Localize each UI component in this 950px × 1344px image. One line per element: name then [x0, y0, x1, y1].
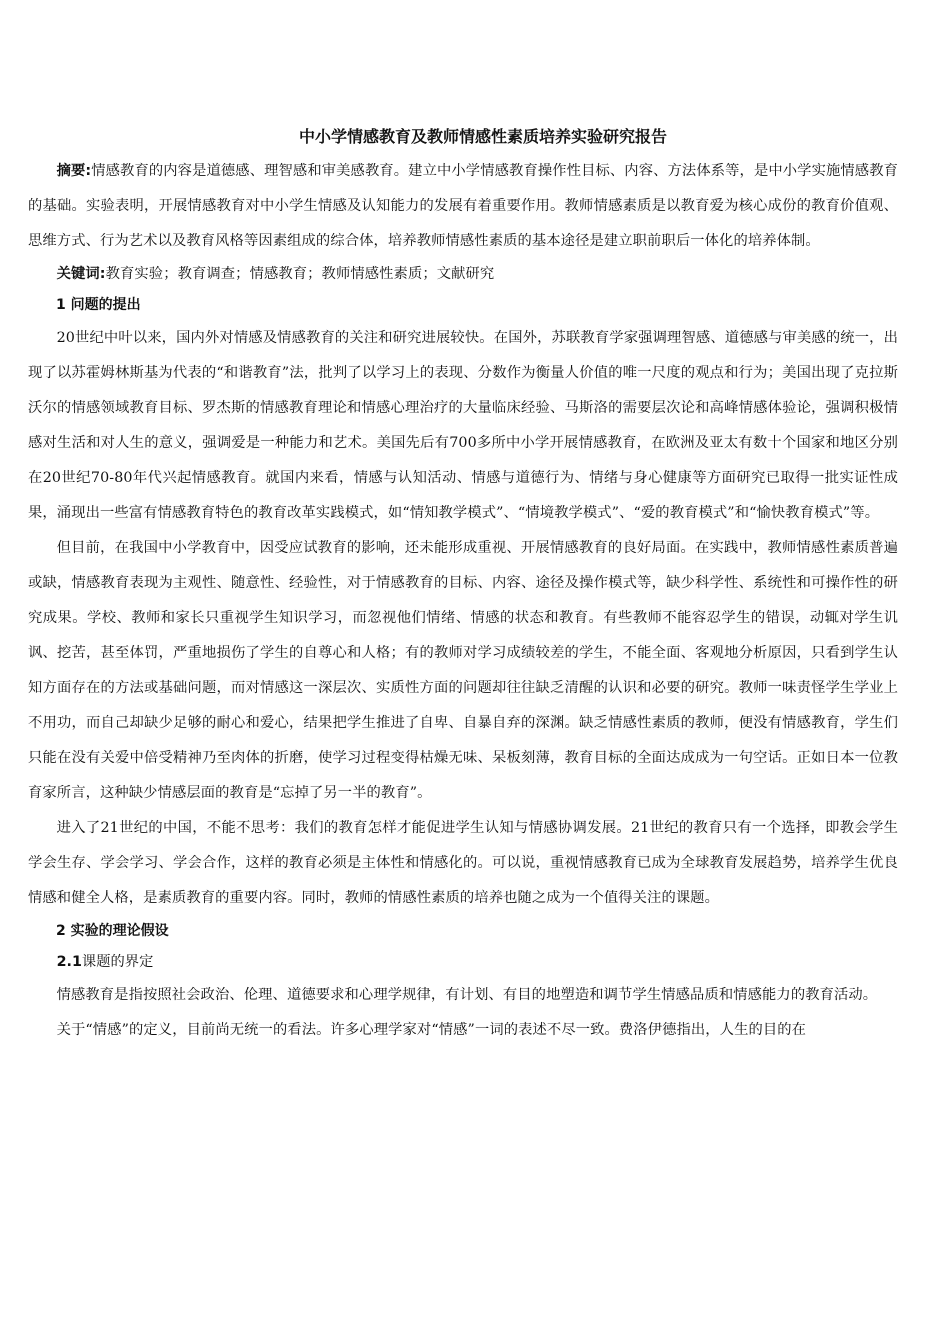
section-2-heading: 2 实验的理论假设	[56, 923, 169, 939]
subsection-2-1-heading	[28, 947, 898, 978]
abstract-text: 情感教育的内容是道德感、理智感和审美感教育。建立中小学情感教育操作性目标、内容、方法体系等，是中小学实施情感教育的基础。实验表明，开展情感教育对中小学生情感及认知能力的发展有着重要作用。教师情感素质是以教育爱为核心成份的教育价值观、思维方式、行为艺术以及教育风格等因素组成的综合体，培养教师情感性素质的基本途径是建立职前职后一体化的培养体制。	[28, 163, 898, 249]
subsection-2-1-title: 课题的界定	[81, 954, 154, 970]
subsection-2-1-number: 2.1	[56, 954, 82, 970]
section-1-heading: 1 问题的提出	[56, 297, 141, 313]
section-1-paragraph-2: 但目前，在我国中小学教育中，因受应试教育的影响，还未能形成重视、开展情感教育的良好局面。在实践中，教师情感性素质普遍或缺，情感教育表现为主观性、随意性、经验性，对于情感教育的目标、内容、途径及操作模式等，缺少科学性、系统性和可操作性的研究成果。学校、教师和家长只重视学生知识学习，而忽视他们情绪、情感的状态和教育。有些教师不能容忍学生的错误，动辄对学生讥讽、挖苦，甚至体罚，严重地损伤了学生的自尊心和人格；有的教师对学习成绩较差的学生，不能全面、客观地分析原因，只看到学生认知方面存在的方法或基础问题，而对情感这一深层次、实质性方面的问题却往往缺乏清醒的认识和必要的研究。教师一味责怪学生学业上不用功，而自己却缺少足够的耐心和爱心，结果把学生推进了自卑、自暴自弃的深渊。缺乏情感性素质的教师，便没有情感教育，学生们只能在没有关爱中倍受精神乃至肉体的折磨，使学习过程变得枯燥无味、呆板刻薄，教育目标的全面达成成为一句空话。正如日本一位教育家所言，这种缺少情感层面的教育是“忘掉了另一半的教育”。	[28, 540, 898, 801]
keywords-label: 关键词:	[56, 266, 106, 282]
abstract-label: 摘要:	[56, 163, 92, 179]
document-title: 中小学情感教育及教师情感性素质培养实验研究报告	[298, 127, 667, 146]
keywords-text: 教育实验；教育调查；情感教育；教师情感性素质；文献研究	[105, 266, 495, 282]
section-2-paragraph-1: 情感教育是指按照社会政治、伦理、道德要求和心理学规律，有计划、有目的地塑造和调节学生情感品质和情感能力的教育活动。	[56, 987, 878, 1003]
section-1-paragraph-1: 20世纪中叶以来，国内外对情感及情感教育的关注和研究进展较快。在国外，苏联教育学家强调理智感、道德感与审美感的统一，出现了以苏霍姆林斯基为代表的“和谐教育”法，批判了以学习上的表现、分数作为衡量人价值的唯一尺度的观点和行为；美国出现了克拉斯沃尔的情感领域教育目标、罗杰斯的情感教育理论和情感心理治疗的大量临床经验、马斯洛的需要层次论和高峰情感体验论，强调积极情感对生活和对人生的意义，强调爱是一种能力和艺术。美国先后有700多所中小学开展情感教育，在欧洲及亚太有数十个国家和地区分别在20世纪70-80年代兴起情感教育。就国内来看，情感与认知活动、情感与道德行为、情绪与身心健康等方面研究已取得一批实证性成果，涌现出一些富有情感教育特色的教育改革实践模式，如“情知教学模式”、“情境教学模式”、“爱的教育模式”和“愉快教育模式”等。	[28, 330, 898, 521]
section-2-paragraph-2: 关于“情感”的定义，目前尚无统一的看法。许多心理学家对“情感”一词的表述不尽一致。费洛伊德指出，人生的目的在	[56, 1022, 807, 1038]
keywords-paragraph	[28, 259, 898, 290]
section-1-paragraph-3: 进入了21世纪的中国，不能不思考：我们的教育怎样才能促进学生认知与情感协调发展。21世纪的教育只有一个选择，即教会学生学会生存、学会学习、学会合作，这样的教育必须是主体性和情感化的。可以说，重视情感教育已成为全球教育发展趋势，培养学生优良情感和健全人格，是素质教育的重要内容。同时，教师的情感性素质的培养也随之成为一个值得关注的课题。	[28, 820, 898, 906]
abstract-paragraph	[28, 154, 898, 259]
document-body	[28, 122, 898, 1048]
